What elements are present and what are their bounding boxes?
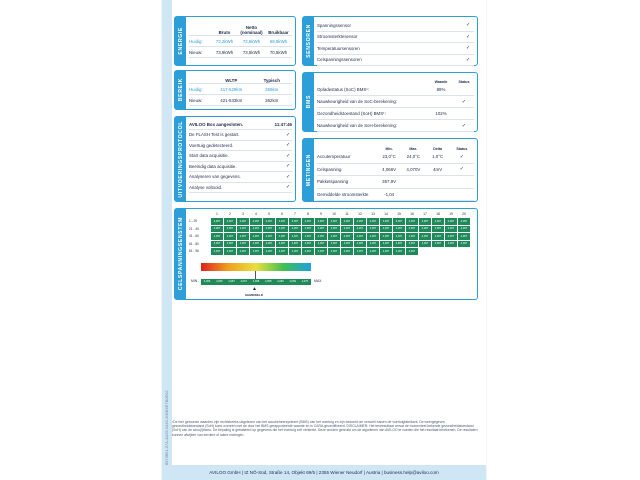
meas-value: 4,070V [406, 166, 421, 172]
cell-col-header: 5 [268, 212, 270, 216]
cell-col-header: 9 [320, 212, 322, 216]
cell-voltage-cell: 4,067 [328, 233, 340, 240]
range-row-label: Nieuw: [189, 97, 203, 103]
cell-voltage-cell: 4,067 [341, 226, 353, 233]
cell-voltage-cell: 4,067 [458, 241, 470, 248]
measurements-tab: METINGEN [303, 139, 314, 201]
energy-row-label: Huidig: [189, 38, 203, 44]
cell-voltage-cell: 4,067 [380, 218, 392, 225]
energy-value: 73,2kWh [215, 38, 234, 44]
cell-col-header: 11 [345, 212, 349, 216]
cell-col-header: 14 [384, 212, 388, 216]
range-row [189, 95, 292, 106]
cell-col-header: 16 [410, 212, 414, 216]
range-row [189, 84, 292, 95]
protocol-title: AVILOO Box aangesloten. [189, 122, 244, 127]
cell-col-header: 15 [397, 212, 401, 216]
cell-voltage-cell: 4,067 [224, 233, 236, 240]
energy-header-row [189, 20, 292, 36]
bms-value: 102% [435, 111, 447, 116]
cell-voltage-cell: 4,067 [289, 248, 301, 255]
cell-voltage-cell: 4,067 [211, 218, 223, 225]
energy-value: 72,6kWh [242, 38, 261, 44]
check-icon: ✓ [286, 184, 291, 191]
cell-col-header: 19 [449, 212, 453, 216]
cell-voltage-cell: 4,067 [328, 241, 340, 248]
cell-voltage-cell: 4,067 [315, 226, 327, 233]
meas-row [317, 189, 474, 202]
cell-voltage-cell: 4,067 [211, 226, 223, 233]
meas-row [317, 164, 474, 177]
sensor-label: Spanningssensor [317, 22, 351, 28]
cell-voltage-cell: 4,067 [393, 218, 405, 225]
cell-row-label: 21 - 40 [189, 226, 199, 231]
cell-voltage-cell: 4,067 [276, 241, 288, 248]
energy-value: 73,9kWh [215, 49, 234, 55]
cell-voltage-cell: 4,067 [302, 241, 314, 248]
cell-voltage-cell: 4,067 [354, 233, 366, 240]
scale-value: 4,068 [264, 280, 272, 283]
check-icon: ✓ [466, 22, 471, 29]
protocol-time: 11:47:46 [274, 122, 292, 127]
cell-voltage-cell: 4,067 [406, 248, 418, 255]
check-icon: ✓ [461, 122, 467, 129]
sensor-label: Temperatuursensoren [317, 45, 360, 51]
bms-col-status: Status [458, 80, 470, 84]
cell-col-header: 20 [462, 212, 466, 216]
bms-row-label: Opladestatus (SoC) BMS¹: [317, 87, 369, 92]
cell-voltage-cell: 4,067 [237, 226, 249, 233]
meas-row [317, 151, 474, 164]
cell-voltage-cell: 4,067 [315, 233, 327, 240]
cell-voltage-cell: 4,067 [393, 248, 405, 255]
range-row-label: Huidig: [189, 86, 203, 92]
cell-voltage-cell: 4,067 [445, 241, 457, 248]
check-icon: ✓ [286, 163, 291, 170]
cell-voltage-cell: 4,067 [224, 226, 236, 233]
cell-voltage-cell: 4,067 [211, 241, 223, 248]
cell-voltage-cell: 4,067 [367, 226, 379, 233]
cell-voltage-cell: 4,067 [380, 226, 392, 233]
scale-value: 4,068 [252, 280, 260, 283]
check-icon: ✓ [286, 131, 291, 138]
cell-voltage-cell: 4,067 [211, 233, 223, 240]
cell-col-header: 8 [307, 212, 309, 216]
meas-value: 4,066V [382, 166, 397, 172]
meas-value: -1,04 [384, 191, 395, 197]
cell-col-header: 7 [294, 212, 296, 216]
range-header-row [189, 74, 292, 84]
cell-voltage-cell: 4,067 [419, 241, 431, 248]
scale-value: 4,066 [216, 280, 223, 283]
cell-col-header: 17 [423, 212, 427, 216]
measurements-card [302, 138, 478, 202]
cell-voltage-cell: 4,067 [354, 248, 366, 255]
scale-value: 4,067 [240, 280, 248, 283]
cell-voltage-cell: 4,067 [250, 226, 262, 233]
cell-voltage-cell: 4,067 [419, 226, 431, 233]
cell-col-header: 2 [229, 212, 231, 216]
cell-col-header: 18 [436, 212, 440, 216]
cell-voltage-cell: 4,067 [406, 226, 418, 233]
energy-col-header: Bruto [218, 30, 231, 35]
footnote: ¹De hier getoonde waarden zijn rechtstreeks uitgelezen van het accubeheersysteem (BMS) van het voertuig en zijn bedoeld om verschil tussen de voertuigfabrikant. De weergegeven gezondheidstoestand (SoH) komt overeen met de door het BMS gerapporteerde waarde en is CARA-gecertificeerd. DISCLAIMER: Het testresultaat omvat de momenteel bekende gezondheidstoestand (SoH) van de accu(i)ficieu. De bepaling is gebaseerd op gegevens die het voertuig zelf verstrekt. Deze worden gebruikt om de algoritmen van AVILOO te voeden die het resultaat berekenen. De resultaten kunnen afwijken van eerdere of latere metingen. [172, 420, 478, 437]
cell-voltage-cell: 4,067 [263, 233, 275, 240]
cell-voltage-cell: 4,067 [289, 226, 301, 233]
check-icon: ✓ [466, 56, 471, 63]
meas-value: 1,0°C [432, 154, 444, 160]
bms-header-row [317, 76, 474, 84]
bms-row-label: Nauwkeurigheid van de SoC-berekening: [317, 99, 398, 104]
meas-row [317, 176, 474, 189]
cell-voltage-cell: 4,067 [341, 248, 353, 255]
meas-row-label: Accutemperatuur [317, 154, 351, 160]
cell-voltage-cell: 4,067 [328, 248, 340, 255]
protocol-item [189, 183, 292, 194]
protocol-item [189, 151, 292, 162]
cell-voltage-cell: 4,067 [237, 241, 249, 248]
cell-row-label: 41 - 60 [189, 234, 199, 238]
energy-col-header: Bruikbaar [268, 30, 289, 35]
cell-voltage-cell: 4,067 [250, 218, 262, 225]
protocol-item-label: De FLASH Test is gestart. [189, 132, 240, 138]
cell-voltage-cell: 4,067 [458, 218, 470, 225]
cell-col-header: 3 [242, 212, 244, 216]
meas-value: 24,0°C [406, 154, 421, 160]
cell-voltage-cell: 4,067 [224, 241, 236, 248]
cell-voltage-cell: 4,067 [458, 233, 470, 240]
energy-card [174, 16, 296, 66]
check-icon: ✓ [466, 45, 471, 52]
cell-voltage-cell: 4,067 [445, 226, 457, 233]
scale-value: 4,066 [203, 280, 211, 283]
cell-voltage-cell: 4,067 [380, 248, 392, 255]
cell-voltage-cell: 4,067 [419, 218, 431, 225]
scale-value: 4,069 [277, 280, 284, 283]
protocol-item-label: Start data acquisitie. [189, 153, 229, 159]
cell-voltage-cell: 4,067 [315, 241, 327, 248]
check-icon: ✓ [286, 152, 291, 159]
energy-row [189, 47, 292, 58]
cell-voltage-cell: 4,067 [367, 241, 379, 248]
cell-voltage-cell: 4,067 [302, 233, 314, 240]
cell-voltage-cell: 4,067 [224, 248, 236, 255]
bms-card [302, 72, 478, 132]
range-value: 421-533km [220, 97, 243, 103]
sensor-item [317, 55, 474, 67]
sensors-tab: SENSOREN [303, 17, 314, 65]
meas-row-label: Gemiddelde stroomsterkte [317, 191, 369, 197]
check-icon: ✓ [461, 98, 467, 105]
cell-voltage-cell: 4,067 [432, 241, 444, 248]
protocol-item [189, 141, 292, 152]
voltage-scale [201, 263, 311, 271]
cell-voltage-cell: 4,067 [445, 218, 457, 225]
cell-voltage-cell: 4,067 [302, 226, 314, 233]
sensor-label: Stroomsterktesensor [317, 34, 358, 40]
sensors-card [302, 16, 478, 66]
scale-min-label: MIN. [191, 279, 199, 283]
cell-row-label: 1 - 20 [189, 219, 198, 223]
protocol-item [189, 172, 292, 183]
protocol-item [189, 130, 292, 141]
cell-voltage-cell: 4,067 [367, 248, 379, 255]
bms-value: 89% [436, 87, 446, 92]
check-icon: ✓ [459, 153, 464, 160]
cell-voltage-cell: 4,067 [276, 233, 288, 240]
cell-col-header: 10 [332, 212, 336, 216]
cell-row-label: 81 - 96 [189, 249, 199, 253]
cell-voltage-cell: 4,067 [419, 233, 431, 240]
check-icon: ✓ [286, 142, 291, 149]
sensor-item [317, 43, 474, 55]
scale-values [201, 279, 311, 285]
cell-voltage-cell: 4,067 [315, 218, 327, 225]
cell-voltage-cell: 4,067 [250, 233, 262, 240]
check-icon: ✓ [466, 33, 471, 40]
range-value: 417-529km [220, 86, 243, 92]
energy-row-label: Nieuw: [189, 49, 203, 55]
document-id: ff373ff51-07A-4A25-9443-306B6E7B0E02 [164, 390, 169, 465]
cell-voltage-cell: 4,067 [263, 248, 275, 255]
cell-voltage-cell: 4,067 [328, 226, 340, 233]
bms-row [317, 96, 474, 108]
energy-tab: ENERGIE [175, 17, 186, 65]
cell-voltage-cell: 4,067 [341, 241, 353, 248]
meas-value: 357,9V [382, 179, 397, 185]
range-col-header: WLTP [225, 78, 238, 83]
cell-voltage-cell: 4,067 [393, 241, 405, 248]
cell-voltage-cell: 4,067 [276, 248, 288, 255]
cell-voltage-cell: 4,067 [328, 218, 340, 225]
meas-row-label: Celspanning [317, 166, 342, 172]
protocol-item-label: Beëindig data acquisitie. [189, 163, 237, 169]
protocol-card [174, 116, 296, 202]
cell-voltage-cell: 4,067 [315, 248, 327, 255]
cell-voltage-cell: 4,067 [432, 218, 444, 225]
cell-voltage-cell: 4,067 [289, 241, 301, 248]
sensor-item [317, 20, 474, 32]
cell-voltage-cell: 4,067 [237, 248, 249, 255]
cell-voltage-cell: 4,067 [432, 226, 444, 233]
cell-voltage-cell: 4,067 [432, 233, 444, 240]
bms-row-label: Gezondheidstoestand (SoH) BMS¹: [317, 111, 386, 116]
sensor-label: Celspanningssensoren [317, 57, 362, 63]
average-marker-icon: ▲ [252, 286, 257, 292]
cell-voltage-cell: 4,067 [393, 233, 405, 240]
bms-col-value: Waarde [434, 80, 448, 84]
meas-col-header: Status [456, 147, 468, 151]
meas-col-header: Min. [385, 147, 393, 151]
cell-voltage-cell: 4,067 [263, 241, 275, 248]
bms-row-label: Nauwkeurigheid van de SoH-berekening: [317, 123, 398, 128]
protocol-header [189, 120, 292, 130]
cell-voltage-cell: 4,067 [406, 241, 418, 248]
check-icon: ✓ [286, 173, 291, 180]
cell-row-label: 61 - 80 [189, 241, 199, 246]
cellvoltage-card [174, 208, 478, 300]
cell-voltage-cell: 4,067 [458, 226, 470, 233]
scale-max-label: MAX. [314, 279, 323, 283]
cell-col-header: 6 [281, 212, 283, 216]
cell-voltage-cell: 4,067 [289, 233, 301, 240]
protocol-item [189, 162, 292, 173]
cell-voltage-cell: 4,067 [302, 218, 314, 225]
meas-col-header: Max. [409, 147, 418, 151]
cell-voltage-cell: 4,067 [406, 233, 418, 240]
check-icon: ✓ [459, 166, 464, 173]
average-label: GEMIDDELD [245, 293, 263, 297]
cell-voltage-cell: 4,067 [354, 226, 366, 233]
cell-voltage-cell: 4,067 [211, 248, 223, 255]
range-value: 359km [265, 86, 279, 92]
protocol-tab: UITVOERINGSPROTOCOL [175, 117, 186, 201]
meas-value: 4mV [433, 166, 443, 172]
cell-voltage-cell: 4,067 [302, 248, 314, 255]
cell-voltage-cell: 4,067 [276, 226, 288, 233]
footer: AVILOO GmbH | IZ NÖ-Süd, Straße 14, Objekt 69/5 | 2355 Wiener Neudorf | Austria | business.help@aviloo.com [162, 465, 486, 480]
meas-col-header: Delta [433, 147, 443, 151]
cell-col-header: 4 [255, 212, 257, 216]
cell-voltage-cell: 4,067 [276, 218, 288, 225]
cell-col-header: 1 [216, 212, 218, 216]
bms-row [317, 108, 474, 120]
cell-voltage-cell: 4,067 [341, 233, 353, 240]
cell-voltage-cell: 4,067 [354, 241, 366, 248]
cell-col-header: 13 [371, 212, 375, 216]
range-tab: BEREIK [175, 71, 186, 109]
cell-voltage-cell: 4,067 [263, 218, 275, 225]
energy-row [189, 36, 292, 47]
range-col-header: Typisch [263, 78, 280, 83]
meas-value: 23,0°C [382, 154, 396, 160]
cell-voltage-cell: 4,067 [380, 241, 392, 248]
meas-row-label: Pakketspanning [317, 179, 349, 185]
cell-voltage-cell: 4,067 [445, 233, 457, 240]
cell-voltage-cell: 4,067 [237, 233, 249, 240]
cell-voltage-cell: 4,067 [380, 233, 392, 240]
cell-voltage-cell: 4,067 [393, 226, 405, 233]
cell-voltage-cell: 4,067 [341, 218, 353, 225]
scale-value: 4,067 [228, 280, 235, 283]
cell-voltage-cell: 4,067 [224, 218, 236, 225]
cell-voltage-cell: 4,067 [250, 248, 262, 255]
cell-voltage-cell: 4,067 [289, 218, 301, 225]
protocol-item-label: Analyseren van gegevens. [189, 174, 241, 180]
cell-voltage-cell: 4,067 [237, 218, 249, 225]
energy-value: 69,8kWh [269, 38, 288, 44]
cell-voltage-cell: 4,067 [250, 241, 262, 248]
scale-value: 4,069 [289, 280, 296, 283]
energy-value: 70,5kWh [269, 49, 288, 55]
cell-voltage-cell: 4,067 [406, 218, 418, 225]
energy-value: 73,5kWh [242, 49, 261, 55]
bms-row [317, 120, 474, 132]
cell-voltage-cell: 4,067 [367, 233, 379, 240]
energy-col-header: Netto (nominaal) [240, 25, 263, 35]
range-value: 362km [265, 97, 279, 103]
meas-header-row [317, 142, 474, 151]
bms-row [317, 84, 474, 96]
protocol-item-label: Voertuig gedetecteerd. [189, 142, 234, 148]
scale-value: 4,070 [301, 280, 309, 283]
cell-voltage-cell: 4,067 [354, 218, 366, 225]
cell-voltage-cell: 4,067 [367, 218, 379, 225]
cell-voltage-cell: 4,067 [263, 226, 275, 233]
cell-heatmap [189, 212, 475, 256]
sensor-item [317, 32, 474, 44]
bms-tab: BMS [303, 73, 314, 131]
protocol-item-label: Analyse voltooid. [189, 184, 223, 190]
cell-col-header: 12 [358, 212, 362, 216]
range-card [174, 70, 296, 110]
cellvoltage-tab: CELSPANNINGSENSTEM [175, 209, 186, 299]
